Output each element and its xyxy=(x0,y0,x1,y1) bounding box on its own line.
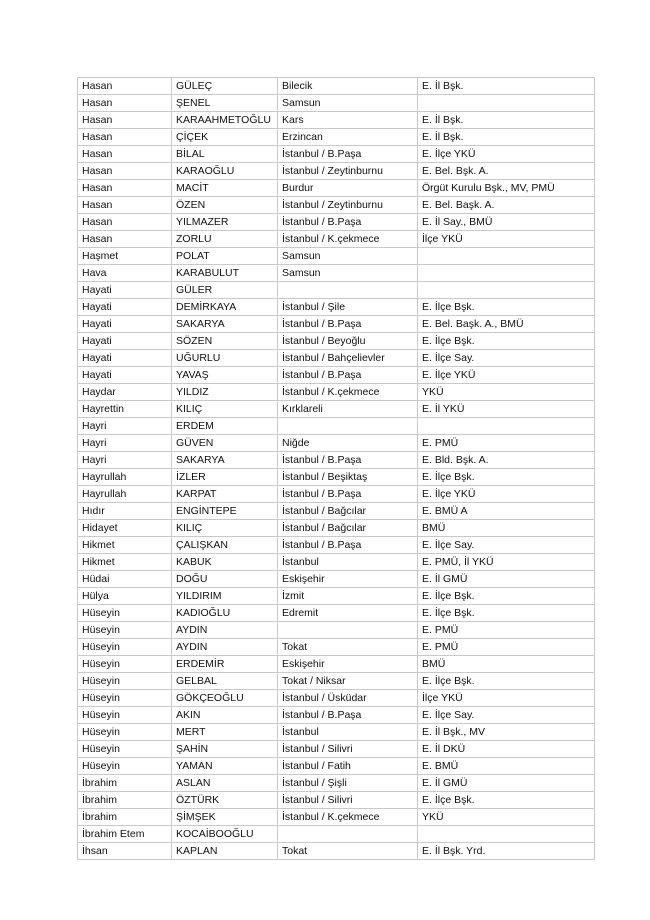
role-cell: E. İl GMÜ xyxy=(418,571,595,588)
table-row xyxy=(78,367,595,384)
role-cell: BMÜ xyxy=(418,520,595,537)
location-cell: İstanbul / K.çekmece xyxy=(278,809,418,826)
table-row xyxy=(78,758,595,775)
first-name-cell: Hüseyin xyxy=(78,639,172,656)
table-row xyxy=(78,826,595,843)
location-cell: Samsun xyxy=(278,265,418,282)
member-table xyxy=(77,77,595,860)
first-name-cell: Hayri xyxy=(78,435,172,452)
table-row xyxy=(78,656,595,673)
table-row xyxy=(78,724,595,741)
table-row xyxy=(78,843,595,860)
location-cell: İstanbul / Beşiktaş xyxy=(278,469,418,486)
table-row xyxy=(78,282,595,299)
location-cell: İzmit xyxy=(278,588,418,605)
first-name-cell: İbrahim Etem xyxy=(78,826,172,843)
location-cell: İstanbul / K.çekmece xyxy=(278,231,418,248)
role-cell: E. PMÜ xyxy=(418,639,595,656)
first-name-cell: Haydar xyxy=(78,384,172,401)
last-name-cell: KABUK xyxy=(172,554,278,571)
table-row xyxy=(78,95,595,112)
table-row xyxy=(78,622,595,639)
location-cell: İstanbul / B.Paşa xyxy=(278,367,418,384)
first-name-cell: Haşmet xyxy=(78,248,172,265)
first-name-cell: Hasan xyxy=(78,231,172,248)
location-cell: İstanbul xyxy=(278,554,418,571)
last-name-cell: SÖZEN xyxy=(172,333,278,350)
location-cell: İstanbul / Zeytinburnu xyxy=(278,163,418,180)
role-cell xyxy=(418,95,595,112)
location-cell: İstanbul / Fatih xyxy=(278,758,418,775)
location-cell: Kars xyxy=(278,112,418,129)
first-name-cell: Hikmet xyxy=(78,554,172,571)
last-name-cell: ZORLU xyxy=(172,231,278,248)
table-row xyxy=(78,214,595,231)
first-name-cell: Hayati xyxy=(78,350,172,367)
first-name-cell: Hasan xyxy=(78,146,172,163)
location-cell: Bilecik xyxy=(278,78,418,95)
table-row xyxy=(78,469,595,486)
table-row xyxy=(78,163,595,180)
first-name-cell: Hüdai xyxy=(78,571,172,588)
table-row xyxy=(78,78,595,95)
last-name-cell: BİLAL xyxy=(172,146,278,163)
location-cell: Tokat xyxy=(278,843,418,860)
location-cell: Tokat / Niksar xyxy=(278,673,418,690)
last-name-cell: GÖKÇEOĞLU xyxy=(172,690,278,707)
last-name-cell: AYDIN xyxy=(172,639,278,656)
last-name-cell: ENGİNTEPE xyxy=(172,503,278,520)
first-name-cell: Hıdır xyxy=(78,503,172,520)
role-cell: E. İlçe Bşk. xyxy=(418,333,595,350)
table-row xyxy=(78,452,595,469)
table-row xyxy=(78,486,595,503)
last-name-cell: KADIOĞLU xyxy=(172,605,278,622)
last-name-cell: ASLAN xyxy=(172,775,278,792)
last-name-cell: KARPAT xyxy=(172,486,278,503)
role-cell: E. İlçe Bşk. xyxy=(418,792,595,809)
first-name-cell: Hüseyin xyxy=(78,690,172,707)
role-cell: E. İlçe YKÜ xyxy=(418,486,595,503)
role-cell: E. İl DKÜ xyxy=(418,741,595,758)
table-row xyxy=(78,333,595,350)
first-name-cell: Hasan xyxy=(78,163,172,180)
table-row xyxy=(78,588,595,605)
role-cell: BMÜ xyxy=(418,656,595,673)
role-cell: E. İl Bşk. Yrd. xyxy=(418,843,595,860)
table-row xyxy=(78,537,595,554)
last-name-cell: KAPLAN xyxy=(172,843,278,860)
role-cell: E. İlçe Bşk. xyxy=(418,605,595,622)
last-name-cell: GÜLER xyxy=(172,282,278,299)
last-name-cell: DEMİRKAYA xyxy=(172,299,278,316)
table-row xyxy=(78,146,595,163)
location-cell: İstanbul / B.Paşa xyxy=(278,316,418,333)
first-name-cell: Hüseyin xyxy=(78,741,172,758)
table-row xyxy=(78,265,595,282)
table-row xyxy=(78,350,595,367)
role-cell xyxy=(418,248,595,265)
first-name-cell: İbrahim xyxy=(78,809,172,826)
table-row xyxy=(78,775,595,792)
last-name-cell: GÜVEN xyxy=(172,435,278,452)
location-cell: İstanbul / Bağcılar xyxy=(278,503,418,520)
table-row xyxy=(78,129,595,146)
first-name-cell: Hayri xyxy=(78,452,172,469)
first-name-cell: Hayrullah xyxy=(78,469,172,486)
location-cell: Niğde xyxy=(278,435,418,452)
first-name-cell: Hava xyxy=(78,265,172,282)
location-cell: İstanbul xyxy=(278,724,418,741)
table-row xyxy=(78,503,595,520)
table-row xyxy=(78,571,595,588)
role-cell: E. İlçe Say. xyxy=(418,707,595,724)
location-cell: Kırklareli xyxy=(278,401,418,418)
first-name-cell: Hüseyin xyxy=(78,605,172,622)
table-row xyxy=(78,741,595,758)
role-cell: E. İlçe Say. xyxy=(418,537,595,554)
last-name-cell: YILDIRIM xyxy=(172,588,278,605)
last-name-cell: SAKARYA xyxy=(172,452,278,469)
role-cell: Örgüt Kurulu Bşk., MV, PMÜ xyxy=(418,180,595,197)
role-cell xyxy=(418,418,595,435)
table-row xyxy=(78,520,595,537)
table-row xyxy=(78,316,595,333)
last-name-cell: ÖZTÜRK xyxy=(172,792,278,809)
role-cell: E. İlçe Bşk. xyxy=(418,299,595,316)
last-name-cell: GELBAL xyxy=(172,673,278,690)
first-name-cell: Hüseyin xyxy=(78,724,172,741)
last-name-cell: KARAOĞLU xyxy=(172,163,278,180)
table-row xyxy=(78,299,595,316)
table-row xyxy=(78,707,595,724)
last-name-cell: SAKARYA xyxy=(172,316,278,333)
role-cell: YKÜ xyxy=(418,384,595,401)
last-name-cell: GÜLEÇ xyxy=(172,78,278,95)
role-cell: E. Bld. Bşk. A. xyxy=(418,452,595,469)
table-row xyxy=(78,418,595,435)
role-cell: İlçe YKÜ xyxy=(418,690,595,707)
first-name-cell: Hidayet xyxy=(78,520,172,537)
location-cell: İstanbul / Bahçelievler xyxy=(278,350,418,367)
first-name-cell: Hüseyin xyxy=(78,758,172,775)
location-cell: İstanbul / B.Paşa xyxy=(278,486,418,503)
role-cell: E. İl Bşk., MV xyxy=(418,724,595,741)
location-cell: İstanbul / Bağcılar xyxy=(278,520,418,537)
table-row xyxy=(78,639,595,656)
first-name-cell: Hayati xyxy=(78,333,172,350)
role-cell: E. İlçe YKÜ xyxy=(418,367,595,384)
location-cell xyxy=(278,826,418,843)
first-name-cell: Hayri xyxy=(78,418,172,435)
last-name-cell: KOCAİBOOĞLU xyxy=(172,826,278,843)
location-cell: Eskişehir xyxy=(278,571,418,588)
location-cell: Samsun xyxy=(278,248,418,265)
last-name-cell: ERDEMİR xyxy=(172,656,278,673)
first-name-cell: İbrahim xyxy=(78,775,172,792)
last-name-cell: ÇALIŞKAN xyxy=(172,537,278,554)
location-cell: İstanbul / Silivri xyxy=(278,792,418,809)
first-name-cell: Hikmet xyxy=(78,537,172,554)
location-cell: Erzincan xyxy=(278,129,418,146)
role-cell: E. PMÜ, İl YKÜ xyxy=(418,554,595,571)
first-name-cell: Hasan xyxy=(78,78,172,95)
table-row xyxy=(78,180,595,197)
table-row xyxy=(78,605,595,622)
first-name-cell: Hayati xyxy=(78,282,172,299)
location-cell: İstanbul / B.Paşa xyxy=(278,537,418,554)
first-name-cell: Hayati xyxy=(78,367,172,384)
role-cell: İlçe YKÜ xyxy=(418,231,595,248)
role-cell: E. İlçe Bşk. xyxy=(418,588,595,605)
first-name-cell: Hüseyin xyxy=(78,707,172,724)
location-cell: Burdur xyxy=(278,180,418,197)
location-cell: Samsun xyxy=(278,95,418,112)
location-cell: İstanbul / B.Paşa xyxy=(278,707,418,724)
role-cell: E. Bel. Başk. A., BMÜ xyxy=(418,316,595,333)
member-table-body xyxy=(78,78,595,860)
role-cell: E. İlçe Say. xyxy=(418,350,595,367)
first-name-cell: Hasan xyxy=(78,197,172,214)
first-name-cell: Hasan xyxy=(78,214,172,231)
location-cell: İstanbul / B.Paşa xyxy=(278,146,418,163)
first-name-cell: Hasan xyxy=(78,180,172,197)
role-cell: E. Bel. Başk. A. xyxy=(418,197,595,214)
first-name-cell: Hasan xyxy=(78,95,172,112)
location-cell: İstanbul / Silivri xyxy=(278,741,418,758)
role-cell: E. İl Bşk. xyxy=(418,78,595,95)
role-cell xyxy=(418,282,595,299)
last-name-cell: ÇİÇEK xyxy=(172,129,278,146)
role-cell: E. PMÜ xyxy=(418,435,595,452)
last-name-cell: KILIÇ xyxy=(172,401,278,418)
role-cell: E. Bel. Bşk. A. xyxy=(418,163,595,180)
last-name-cell: YAMAN xyxy=(172,758,278,775)
location-cell: İstanbul / B.Paşa xyxy=(278,452,418,469)
first-name-cell: İhsan xyxy=(78,843,172,860)
role-cell xyxy=(418,265,595,282)
table-row xyxy=(78,554,595,571)
role-cell: E. İlçe Bşk. xyxy=(418,469,595,486)
last-name-cell: İZLER xyxy=(172,469,278,486)
last-name-cell: YILDIZ xyxy=(172,384,278,401)
table-row xyxy=(78,435,595,452)
last-name-cell: ERDEM xyxy=(172,418,278,435)
role-cell: E. İl GMÜ xyxy=(418,775,595,792)
last-name-cell: KILIÇ xyxy=(172,520,278,537)
last-name-cell: ŞAHİN xyxy=(172,741,278,758)
location-cell: Tokat xyxy=(278,639,418,656)
first-name-cell: Hüseyin xyxy=(78,656,172,673)
role-cell: YKÜ xyxy=(418,809,595,826)
table-row xyxy=(78,401,595,418)
first-name-cell: Hayati xyxy=(78,299,172,316)
role-cell: E. İl Bşk. xyxy=(418,129,595,146)
location-cell xyxy=(278,282,418,299)
location-cell: Eskişehir xyxy=(278,656,418,673)
role-cell xyxy=(418,826,595,843)
location-cell: İstanbul / Şile xyxy=(278,299,418,316)
table-row xyxy=(78,792,595,809)
last-name-cell: YILMAZER xyxy=(172,214,278,231)
table-row xyxy=(78,112,595,129)
last-name-cell: ÖZEN xyxy=(172,197,278,214)
role-cell: E. İl Bşk. xyxy=(418,112,595,129)
table-row xyxy=(78,809,595,826)
first-name-cell: İbrahim xyxy=(78,792,172,809)
table-row xyxy=(78,248,595,265)
last-name-cell: KARAAHMETOĞLU xyxy=(172,112,278,129)
table-row xyxy=(78,197,595,214)
role-cell: E. İl YKÜ xyxy=(418,401,595,418)
location-cell: İstanbul / B.Paşa xyxy=(278,214,418,231)
first-name-cell: Hayrullah xyxy=(78,486,172,503)
last-name-cell: ŞENEL xyxy=(172,95,278,112)
last-name-cell: AKIN xyxy=(172,707,278,724)
first-name-cell: Hayati xyxy=(78,316,172,333)
last-name-cell: POLAT xyxy=(172,248,278,265)
last-name-cell: AYDIN xyxy=(172,622,278,639)
role-cell: E. İlçe Bşk. xyxy=(418,673,595,690)
role-cell: E. BMÜ xyxy=(418,758,595,775)
role-cell: E. PMÜ xyxy=(418,622,595,639)
location-cell: İstanbul / Üsküdar xyxy=(278,690,418,707)
first-name-cell: Hasan xyxy=(78,129,172,146)
table-row xyxy=(78,231,595,248)
first-name-cell: Hayrettin xyxy=(78,401,172,418)
last-name-cell: KARABULUT xyxy=(172,265,278,282)
location-cell: İstanbul / Şişli xyxy=(278,775,418,792)
first-name-cell: Hasan xyxy=(78,112,172,129)
role-cell: E. İl Say., BMÜ xyxy=(418,214,595,231)
last-name-cell: UĞURLU xyxy=(172,350,278,367)
last-name-cell: MERT xyxy=(172,724,278,741)
location-cell: İstanbul / K.çekmece xyxy=(278,384,418,401)
last-name-cell: ŞİMŞEK xyxy=(172,809,278,826)
last-name-cell: DOĞU xyxy=(172,571,278,588)
last-name-cell: MACİT xyxy=(172,180,278,197)
table-row xyxy=(78,384,595,401)
location-cell: Edremit xyxy=(278,605,418,622)
table-row xyxy=(78,690,595,707)
role-cell: E. İlçe YKÜ xyxy=(418,146,595,163)
first-name-cell: Hüseyin xyxy=(78,622,172,639)
first-name-cell: Hüseyin xyxy=(78,673,172,690)
last-name-cell: YAVAŞ xyxy=(172,367,278,384)
role-cell: E. BMÜ A xyxy=(418,503,595,520)
table-row xyxy=(78,673,595,690)
first-name-cell: Hülya xyxy=(78,588,172,605)
location-cell: İstanbul / Zeytinburnu xyxy=(278,197,418,214)
location-cell xyxy=(278,622,418,639)
location-cell xyxy=(278,418,418,435)
location-cell: İstanbul / Beyoğlu xyxy=(278,333,418,350)
